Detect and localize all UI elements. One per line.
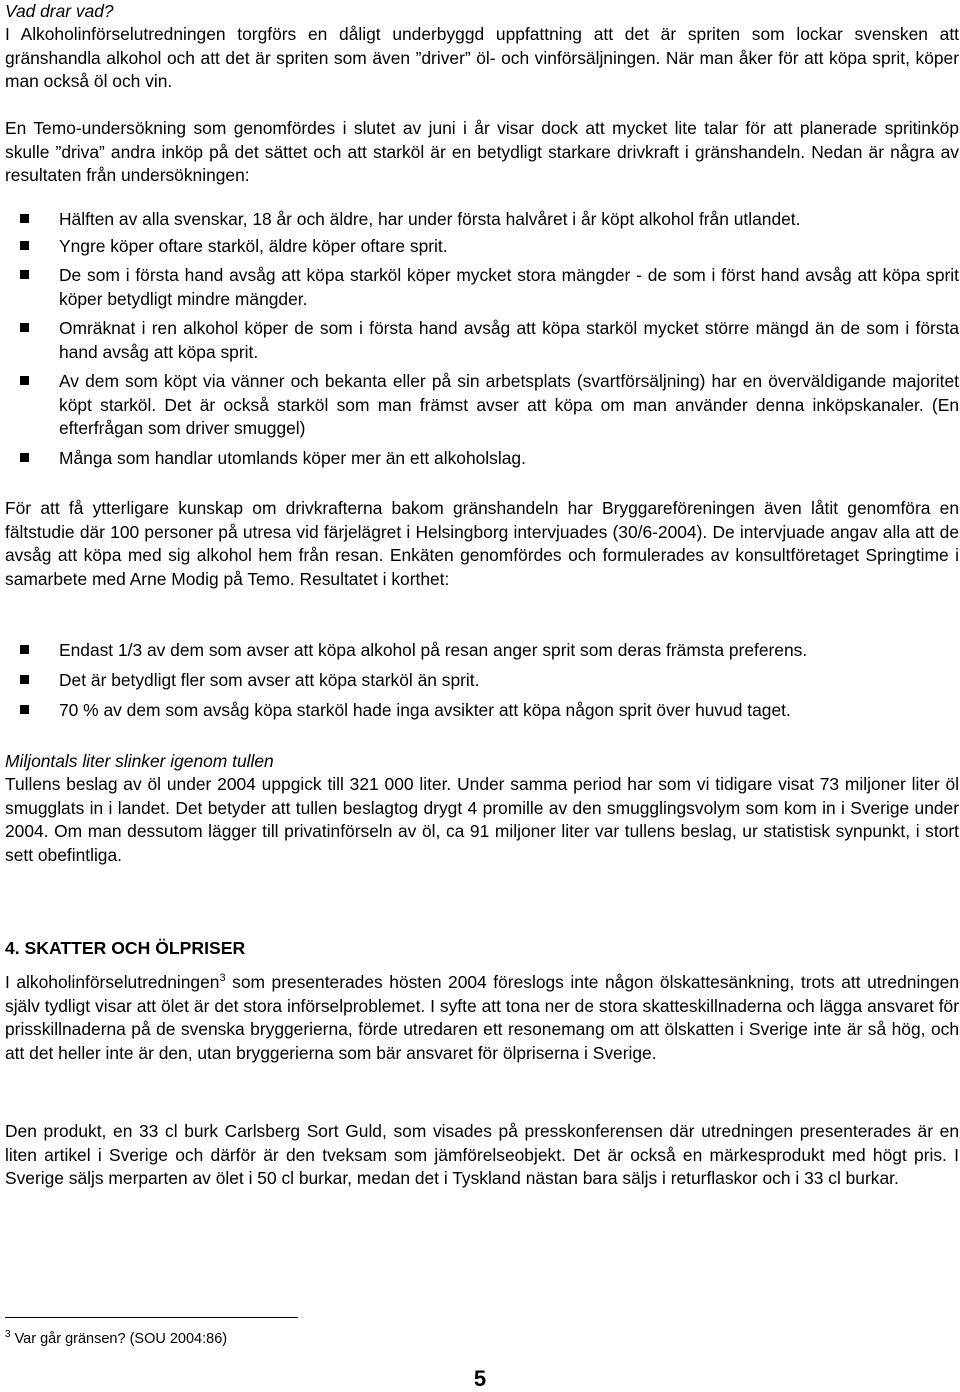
footnote-reference[interactable]: 3 (219, 972, 226, 985)
footnote-divider (5, 1317, 298, 1318)
bullet-square-icon (20, 270, 29, 279)
bullet-square-icon (20, 675, 29, 684)
bullet-square-icon (20, 645, 29, 654)
footnote: $^3$ Var går gränsen? (SOU 2004:86) (5, 1329, 228, 1347)
bullet-square-icon (20, 376, 29, 385)
subsection-title-tullen: Miljontals liter slinker igenom tullen (5, 751, 274, 771)
section-title-vad-drar-vad: Vad drar vad? (5, 1, 114, 21)
paragraph-faltstudie: För att få ytterligare kunskap om drivkrafterna bakom gränshandeln har Bryggareföreningen även låtit genomföra en fältstudie där 100 personer på utresa vid färjelägret i Helsingborg intervjuades (30/6-2004). De intervjuade angav alla att de avsåg att köpa med sig alkohol hem från resan. Enkäten genomfördes och formulerades av konsultföretaget Springtime i samarbete med Arne Modig på Temo. Resultatet i korthet: (5, 498, 959, 589)
bullet-square-icon (20, 323, 29, 332)
paragraph-skatter: I alkoholinförselutredningen$^3$ som presenterades hösten 2004 föreslogs inte någon ölskattesänkning, trots att utredningen själv tydligt visar att ölet är det stora införselproblemet. I syfte att tona ner de stora skatteskillnaderna och lägga ansvaret för prisskillnaderna på de svenska bryggerierna, förde utredaren ett resonemang om att ölskatten i Sverige inte är så hög, och att det heller inte är den, utan bryggerierna som bär ansvaret för ölpriserna i Sverige. (5, 972, 959, 1063)
bullet-square-icon (20, 453, 29, 462)
paragraph-intro: I Alkoholinförselutredningen torgförs en dåligt underbyggd uppfattning att det är spriten som lockar svensken att gränshandla alkohol och att det är spriten som även ”driver” öl- och vinförsäljningen. När man åker för att köpa sprit, köper man också öl och vin. (5, 24, 959, 92)
paragraph-tullen: Tullens beslag av öl under 2004 uppgick till 321 000 liter. Under samma period har som vi tidigare visat 73 miljoner liter öl smugglats in i landet. Det betyder att tullen beslagtog drygt 4 promille av den smugglingsvolym som kom in i Sverige under 2004. Om man dessutom lägger till privatinförseln av öl, ca 91 miljoner liter var tullens beslag, ur statistisk synpunkt, i stort sett obefintliga. (5, 774, 959, 865)
document-page: Vad drar vad? I Alkoholinförselutredningen torgförs en dåligt underbyggd uppfattning att det är spriten som lockar svensken att gränshandla alkohol och att det är spriten som även ”driver” öl- och vinförsäljningen. När man åker för att köpa sprit, köper man också öl och vin. En Temo-undersökning som genomfördes i slutet av juni i år visar dock att mycket lite talar för att planerade spritinköp skulle ”driva” andra inköp på det sättet och att starköl är en betydligt starkare drivkraft i gränshandeln. Nedan är några av resultaten från undersökningen: Hälften av alla svenskar, 18 år och äldre, har under första halvåret i år köpt alkohol från utlandet. Yngre köper oftare starköl, äldre köper oftare sprit. De som i första hand avsåg att köpa starköl köper mycket stora mängder - de som i först hand avsåg att köpa sprit köper betydligt mindre mängder. Omräknat i ren alkohol köper de som i första hand avsåg att köpa starköl mycket större mängd än de som i första hand avsåg att köpa sprit. Av dem som köpt via vänner och bekanta eller på sin arbetsplats (svartförsäljning) har en överväldigande majoritet köpt starköl. Det är också starköl som man främst avser att köpa om man använder denna inköpskanaler. (En efterfrågan som driver smuggel) Många som handlar utomlands köper mer än ett alkoholslag. För att få ytterligare kunskap om drivkrafterna bakom gränshandeln har Bryggareföreningen även låtit genomföra en fältstudie där 100 personer på utresa vid färjelägret i Helsingborg intervjuades (30/6-2004). De intervjuade angav alla att de avsåg att köpa med sig alkohol hem från resan. Enkäten genomfördes och formulerades av konsultföretaget Springtime i samarbete med Arne Modig på Temo. Resultatet i korthet: Endast 1/3 av dem som avser att köpa alkohol på resan anger sprit som deras främsta preferens. Det är betydligt fler som avser att köpa starköl än sprit. 70 % av dem som avsåg köpa starköl hade inga avsikter att köpa någon sprit över huvud taget. Miljontals liter slinker igenom tullen Tullens beslag av öl under 2004 uppgick till 321 000 liter. Under samma period har som vi tidigare visat 73 miljoner liter öl smugglats in i landet. Det betyder att tullen beslagtog drygt 4 promille av den smugglingsvolym som kom in i Sverige under 2004. Om man dessutom lägger till privatinförseln av öl, ca 91 miljoner liter var tullens beslag, ur statistisk synpunkt, i stort sett obefintliga. 4. SKATTER OCH ÖLPRISER I alkoholinförselutredningen$^3$ som presenterades hösten 2004 föreslogs inte någon ölskattesänkning, trots att utredningen själv tydligt visar att ölet är det stora införselproblemet. I syfte att tona ner de stora skatteskillnaderna och lägga ansvaret för prisskillnaderna på de svenska bryggerierna, förde utredaren ett resonemang om att ölskatten i Sverige inte är så hög, och att det heller inte är den, utan bryggerierna som bär ansvaret för ölpriserna i Sverige. Den produkt, en 33 cl burk Carlsberg Sort Guld, som visades på presskonferensen där utredningen presenterades är en liten artikel i Sverige och därför är den tveksam som jämförelseobjekt. Det är också en märkesprodukt med högt pris. I Sverige säljs merparten av ölet i 50 cl burkar, medan det i Tyskland nästan bara säljs i returflaskor och i 33 cl burkar. $^3$ Var går gränsen? (SOU 2004:86) 5 (0, 0, 960, 1389)
bullet-square-icon (20, 241, 29, 250)
bullet-square-icon (20, 214, 29, 223)
bullet-square-icon (20, 705, 29, 714)
paragraph-carlsberg: Den produkt, en 33 cl burk Carlsberg Sort Guld, som visades på presskonferensen där utredningen presenterades är en liten artikel i Sverige och därför är den tveksam som jämförelseobjekt. Det är också en märkesprodukt med högt pris. I Sverige säljs merparten av ölet i 50 cl burkar, medan det i Tyskland nästan bara säljs i returflaskor och i 33 cl burkar. (5, 1121, 959, 1189)
section-heading-skatter: 4. SKATTER OCH ÖLPRISER (5, 938, 246, 958)
paragraph-temo: En Temo-undersökning som genomfördes i slutet av juni i år visar dock att mycket lite talar för att planerade spritinköp skulle ”driva” andra inköp på det sättet och att starköl är en betydligt starkare drivkraft i gränshandeln. Nedan är några av resultaten från undersökningen: (5, 118, 959, 186)
page-number: 5 (473, 1366, 487, 1391)
